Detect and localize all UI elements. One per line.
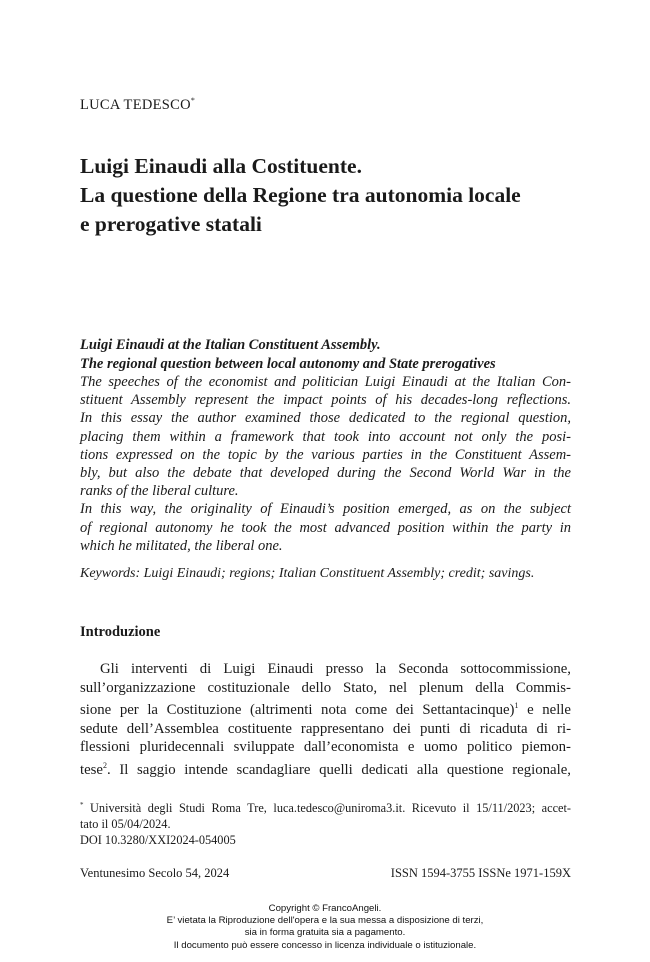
body-text: . Il saggio intende scandagliare quelli dedicati alla questione regionale,	[107, 761, 571, 778]
section-heading: Introduzione	[80, 624, 161, 640]
body-line: flessioni pluridecennali sviluppate dall’economista e uomo politico piemon-	[80, 739, 571, 756]
author-footnote	[80, 797, 571, 848]
abstract-line: placing them within a framework that took into account not only the posi-	[80, 428, 571, 445]
abstract-line: which he militated, the liberal one.	[80, 537, 283, 554]
journal-citation: Ventunesimo Secolo 54, 2024	[80, 866, 230, 880]
author-name-text: LUCA TEDESCO	[80, 97, 191, 113]
abstract-line: In this essay the author examined those dedicated to the regional question,	[80, 410, 571, 427]
article-title-line: e prerogative statali	[80, 212, 262, 236]
abstract-line: The speeches of the economist and politician Luigi Einaudi at the Italian Con-	[80, 374, 571, 390]
issn: ISSN 1594-3755 ISSNe 1971-159X	[390, 866, 571, 880]
abstract-line: tions expressed on the topic by the various parties in the Constituent Assem-	[80, 446, 571, 463]
footnote-text: Università degli Studi Roma Tre, luca.tedesco@uniroma3.it. Ricevuto il 15/11/2023; accet-	[83, 801, 571, 815]
body-line: sull’organizzazione costituzionale dello Stato, nel plenum della Commis-	[80, 679, 571, 696]
footnote-ref-1[interactable]: 1	[514, 701, 519, 711]
keywords: Keywords: Luigi Einaudi; regions; Italian Constituent Assembly; credit; savings.	[80, 566, 535, 581]
body-text: sione per la Costituzione (altrimenti nota come dei Settantacinque)	[80, 702, 515, 719]
footnote-ref-2[interactable]: 2	[103, 760, 108, 770]
copyright-line: Copyright © FrancoAngeli.	[268, 903, 382, 914]
english-title	[80, 336, 580, 373]
footnote-line	[80, 797, 571, 816]
body-text: tese	[80, 761, 104, 778]
english-title-line: The regional question between local autonomy and State prerogatives	[80, 355, 496, 372]
abstract-line: stituent Assembly represent the impact points of his decades-long reflections.	[80, 392, 571, 409]
body-text: e nelle	[518, 702, 571, 719]
author-name	[80, 96, 195, 114]
copyright-line: Il documento può essere concesso in licenza individuale o istituzionale.	[173, 939, 477, 951]
article-title-line: La questione della Regione tra autonomia locale	[80, 183, 521, 207]
english-title-line: Luigi Einaudi at the Italian Constituent Assembly.	[80, 337, 381, 353]
footnote-mark: *	[80, 801, 84, 809]
abstract-line: In this way, the originality of Einaudi’s position emerged, as on the subject	[80, 501, 571, 518]
copyright-notice	[0, 903, 650, 952]
abstract	[80, 373, 571, 555]
doi: DOI 10.3280/XXI2024-054005	[80, 833, 236, 847]
body-line	[80, 697, 571, 720]
author-footnote-mark: *	[190, 96, 196, 105]
body-paragraph	[80, 660, 571, 780]
article-title	[80, 152, 580, 239]
copyright-line: E’ vietata la Riproduzione dell'opera e la sua messa a disposizione di terzi,	[166, 915, 484, 927]
abstract-line: ranks of the liberal culture.	[80, 483, 239, 500]
article-title-line: Luigi Einaudi alla Costituente.	[80, 154, 362, 178]
abstract-line: of regional autonomy he took the most advanced position within the party in	[80, 519, 571, 536]
abstract-line: bly, but also the debate that developed during the Second World War in the	[80, 465, 571, 482]
copyright-line: sia in forma gratuita sia a pagamento.	[244, 927, 406, 939]
body-line	[80, 757, 571, 780]
body-line: Gli interventi di Luigi Einaudi presso la Seconda sottocommissione,	[100, 661, 571, 677]
footnote-line: tato il 05/04/2024.	[80, 817, 171, 831]
body-line: sedute dell’Assemblea costituente rappresentano dei punti di ricaduta di ri-	[80, 720, 571, 737]
